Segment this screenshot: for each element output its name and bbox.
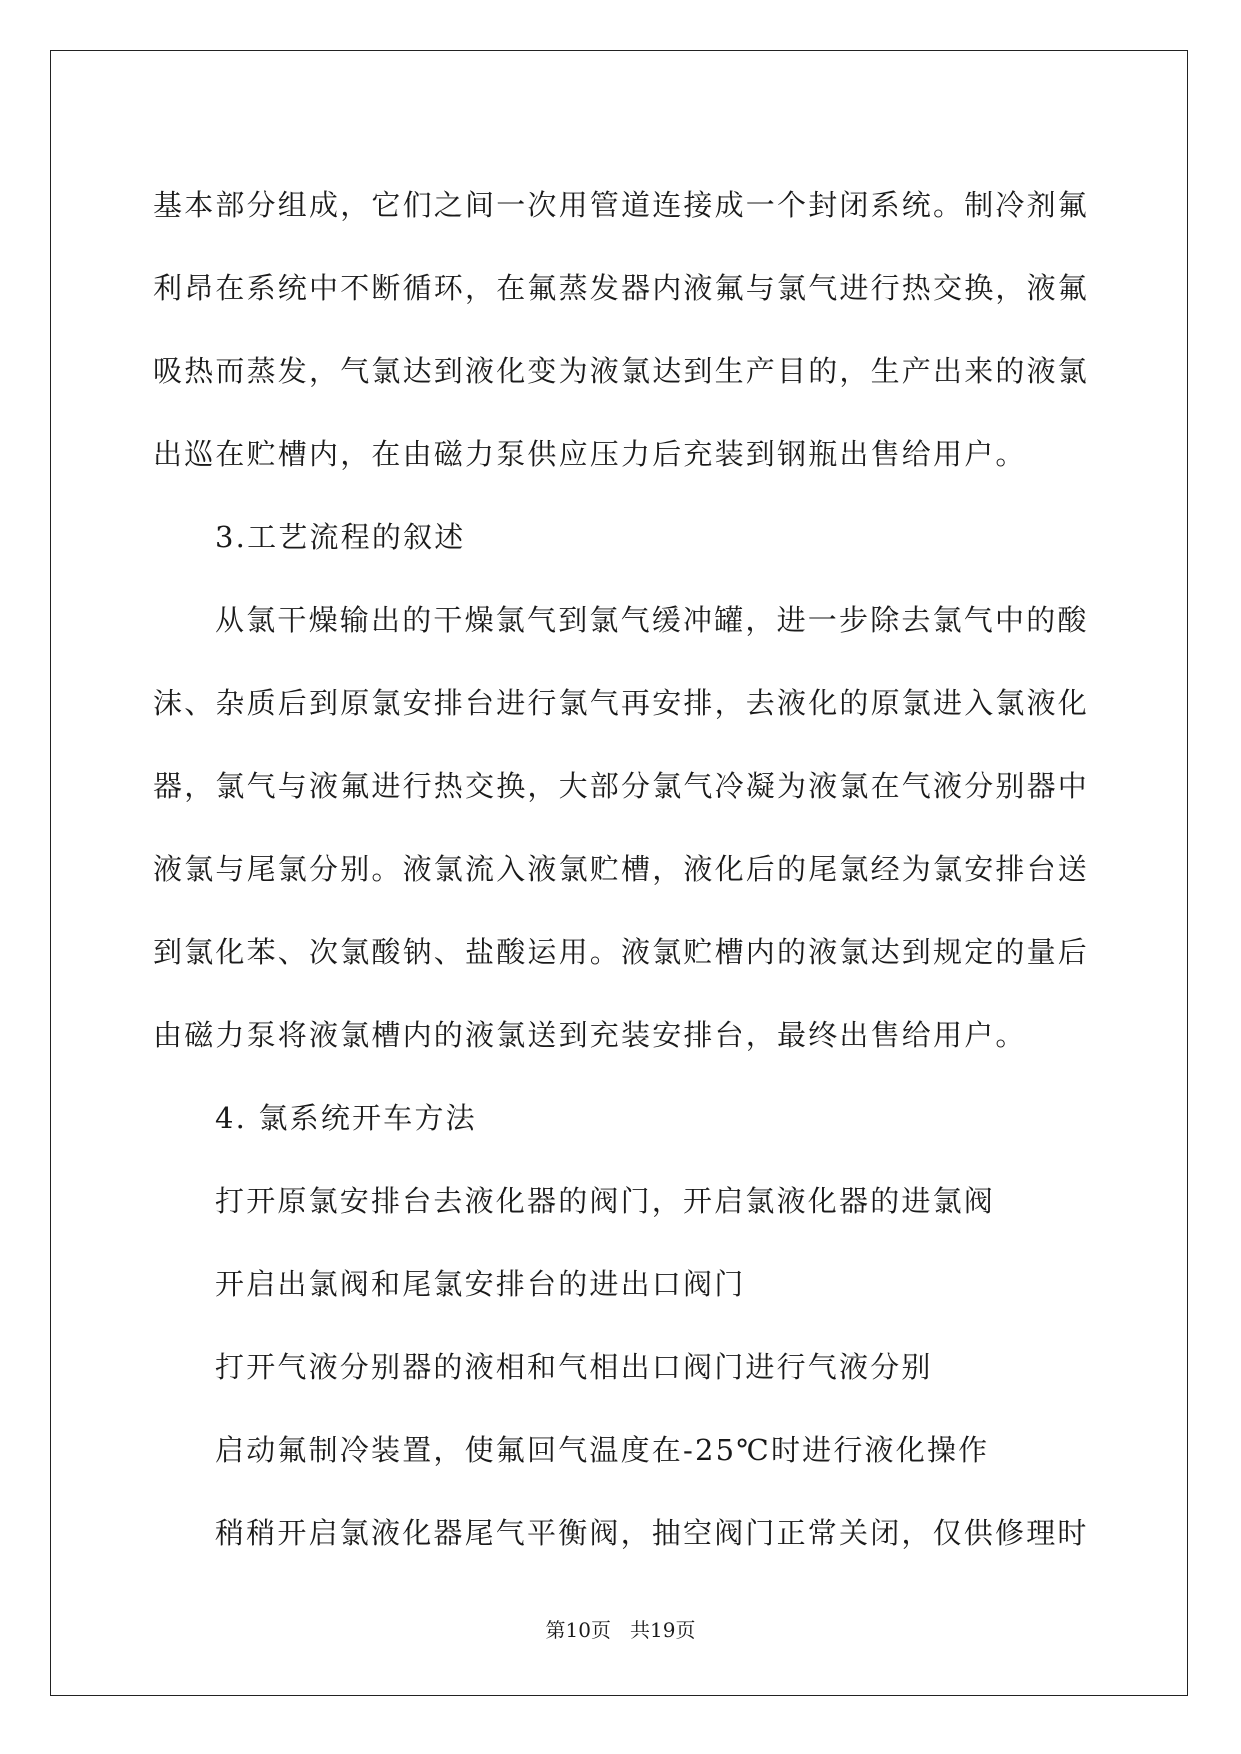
page-number-footer: 第10页 共19页 [545,1618,696,1642]
paragraph-line: 沫、杂质后到原氯安排台进行氯气再安排，去液化的原氯进入氯液化 [153,686,1090,720]
paragraph-line: 由磁力泵将液氯槽内的液氯送到充装安排台，最终出售给用户。 [153,1018,1027,1052]
paragraph-line: 基本部分组成，它们之间一次用管道连接成一个封闭系统。制冷剂氟 [153,188,1090,222]
step-line: 打开原氯安排台去液化器的阀门，开启氯液化器的进氯阀 [215,1184,996,1218]
section-heading: 3.工艺流程的叙述 [215,520,466,554]
paragraph-line: 吸热而蒸发，气氯达到液化变为液氯达到生产目的，生产出来的液氯 [153,354,1090,388]
paragraph-line: 到氯化苯、次氯酸钠、盐酸运用。液氯贮槽内的液氯达到规定的量后 [153,935,1090,969]
step-line: 打开气液分别器的液相和气相出口阀门进行气液分别 [215,1350,933,1384]
paragraph-line: 从氯干燥输出的干燥氯气到氯气缓冲罐，进一步除去氯气中的酸 [215,603,1089,637]
step-line: 启动氟制冷装置，使氟回气温度在-25℃时进行液化操作 [215,1433,990,1467]
paragraph-line: 器，氯气与液氟进行热交换，大部分氯气冷凝为液氯在气液分别器中 [153,769,1090,803]
paragraph-line: 出巡在贮槽内，在由磁力泵供应压力后充装到钢瓶出售给用户。 [153,437,1027,471]
section-heading: 4. 氯系统开车方法 [215,1101,477,1135]
step-line: 稍稍开启氯液化器尾气平衡阀，抽空阀门正常关闭，仅供修理时 [215,1516,1089,1550]
paragraph-line: 液氯与尾氯分别。液氯流入液氯贮槽，液化后的尾氯经为氯安排台送 [153,852,1090,886]
document-body [153,164,1093,1575]
paragraph-line: 利昂在系统中不断循环，在氟蒸发器内液氟与氯气进行热交换，液氟 [153,271,1090,305]
step-line: 开启出氯阀和尾氯安排台的进出口阀门 [215,1267,746,1301]
